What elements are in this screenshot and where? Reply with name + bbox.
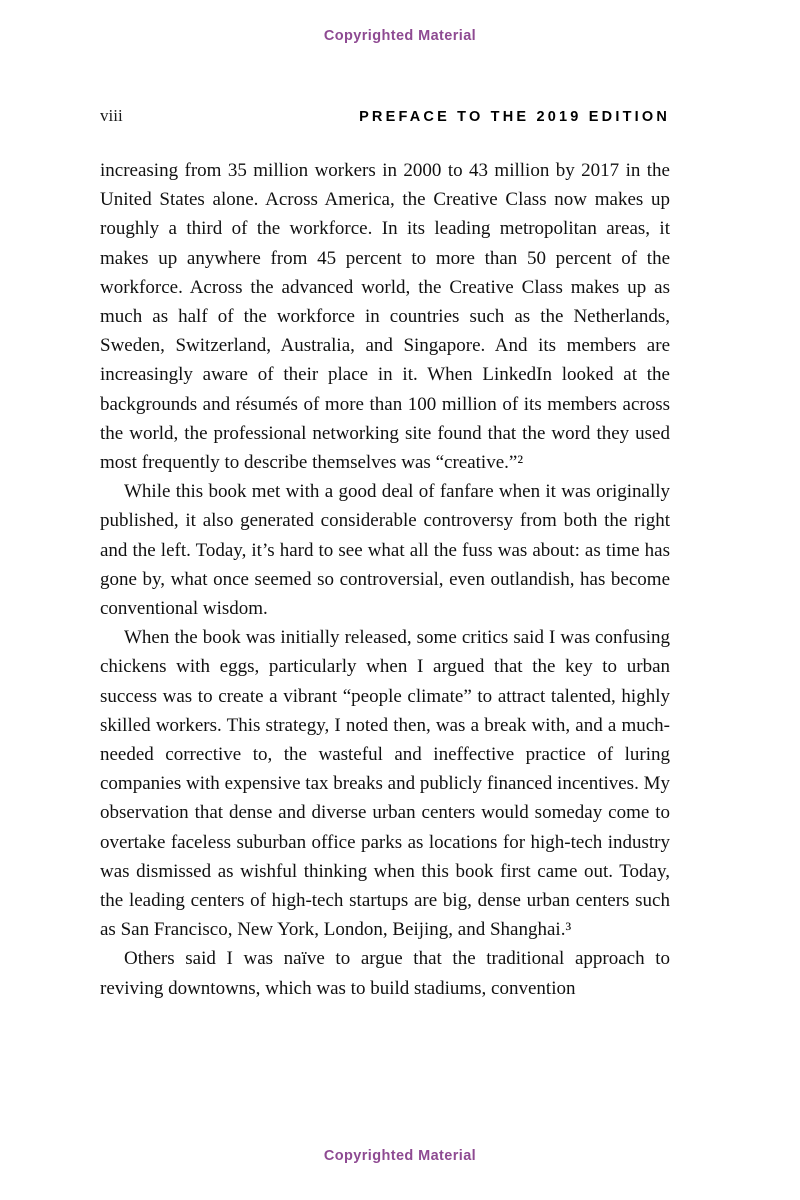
paragraph: increasing from 35 million workers in 2000 to 43 million by 2017 in the United States alone. Across America, the Creative Class now makes up roughly a third of the workforce. In its leading metropolitan areas, it makes up anywhere from 45 percent to more than 50 percent of the workforce. Across the advanced world, the Creative Class makes up as much as half of the workforce in countries such as the Netherlands, Sweden, Switzerland, Australia, and Singapore. And its members are increasingly aware of their place in it. When LinkedIn looked at the backgrounds and résumés of more than 100 million of its members across the world, the professional networking site found that the word they used most frequently to describe themselves was “creative.”²	[100, 160, 670, 474]
running-header-row	[100, 106, 670, 126]
paragraph: Others said I was naïve to argue that the traditional approach to reviving downtowns, which was to build stadiums, convention	[100, 948, 670, 999]
paragraph: When the book was initially released, some critics said I was confusing chickens with eggs, particularly when I argued that the key to urban success was to create a vibrant “people climate” to attract talented, highly skilled workers. This strategy, I noted then, was a break with, and a much-needed corrective to, the wasteful and ineffective practice of luring companies with expensive tax breaks and publicly financed incentives. My observation that dense and diverse urban centers would someday come to overtake faceless suburban office parks as locations for high-tech industry was dismissed as wishful thinking when this book first came out. Today, the leading centers of high-tech startups are big, dense urban centers such as San Francisco, New York, London, Beijing, and Shanghai.³	[100, 627, 670, 941]
copyright-notice-bottom: Copyrighted Material	[323, 1148, 477, 1164]
page-number: viii	[100, 106, 123, 125]
paragraph: While this book met with a good deal of fanfare when it was originally published, it also generated considerable controversy from both the right and the left. Today, it’s hard to see what all the fuss was about: as time has gone by, what once seemed so controversial, even outlandish, has become conventional wisdom.	[100, 481, 670, 620]
body-text	[100, 156, 670, 1003]
copyright-notice-top: Copyrighted Material	[323, 28, 477, 44]
running-header: PREFACE TO THE 2019 EDITION	[359, 109, 670, 125]
